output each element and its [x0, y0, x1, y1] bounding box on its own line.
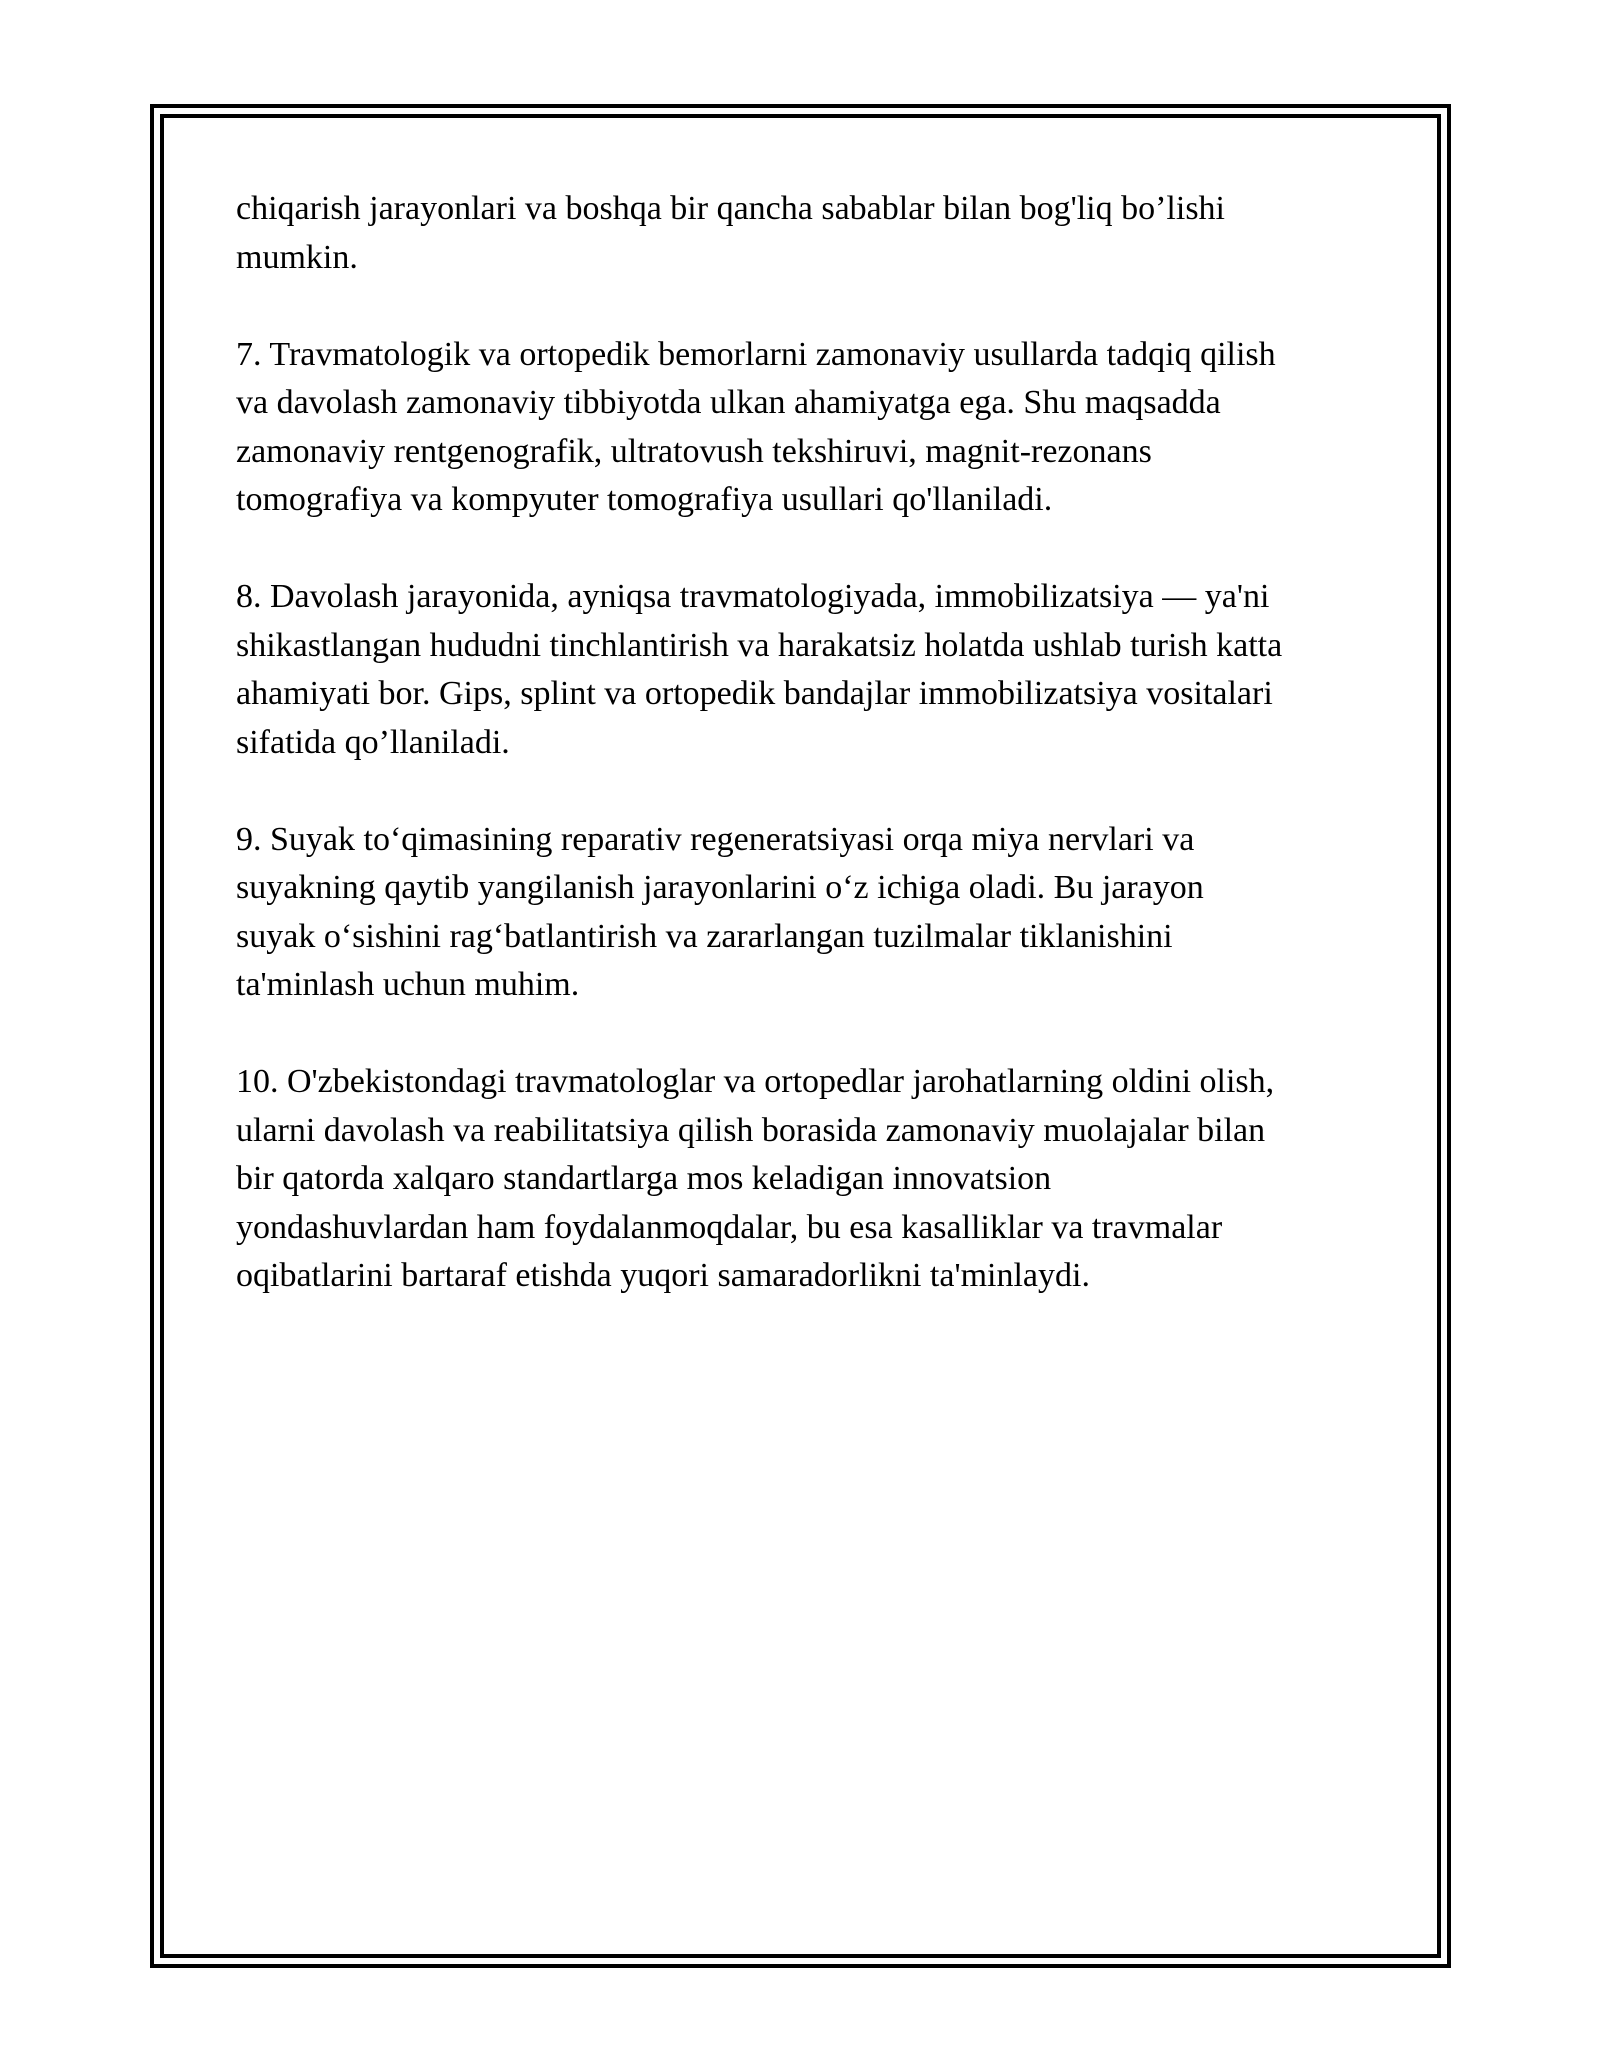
paragraph-continuation: chiqarish jarayonlari va boshqa bir qancha sabablar bilan bog'liq bo’lishi mumkin. — [236, 190, 1226, 276]
paragraph-item-9: 9. Suyak to‘qimasining reparativ regeneratsiyasi orqa miya nervlari va suyakning qaytib yangilanish jarayonlarini o‘z ichiga oladi. Bu jarayon suyak o‘sishini rag‘batlantirish va zararlangan tuzilmalar tiklanishini ta'minlash uchun muhim. — [236, 820, 1204, 1003]
paragraph-item-7: 7. Travmatologik va ortopedik bemorlarni zamonaviy usullarda tadqiq qilish va davolash zamonaviy tibbiyotda ulkan ahamiyatga ega. Shu maqsadda zamonaviy rentgenografik, ultratovush tekshiruvi, magnit-rezonans tomografiya va kompyuter tomografiya usullari qo'llaniladi. — [236, 335, 1276, 518]
paragraph-item-8: 8. Davolash jarayonida, ayniqsa travmatologiyada, immobilizatsiya — ya'ni shikastlangan hududni tinchlantirish va harakatsiz holatda ushlab turish katta ahamiyati bor. Gips, splint va ortopedik bandajlar immobilizatsiya vositalari sifatida qo’llaniladi. — [236, 578, 1283, 761]
document-body — [236, 185, 1376, 1349]
paragraph-item-10: 10. O'zbekistondagi travmatologlar va ortopedlar jarohatlarning oldini olish, ularni davolash va reabilitatsiya qilish borasida zamonaviy muolajalar bilan bir qatorda xalqaro standartlarga mos keladigan innovatsion yondashuvlardan ham foydalanmoqdalar, bu esa kasalliklar va travmalar oqibatlarini bartaraf etishda yuqori samaradorlikni ta'minlaydi. — [236, 1063, 1275, 1294]
